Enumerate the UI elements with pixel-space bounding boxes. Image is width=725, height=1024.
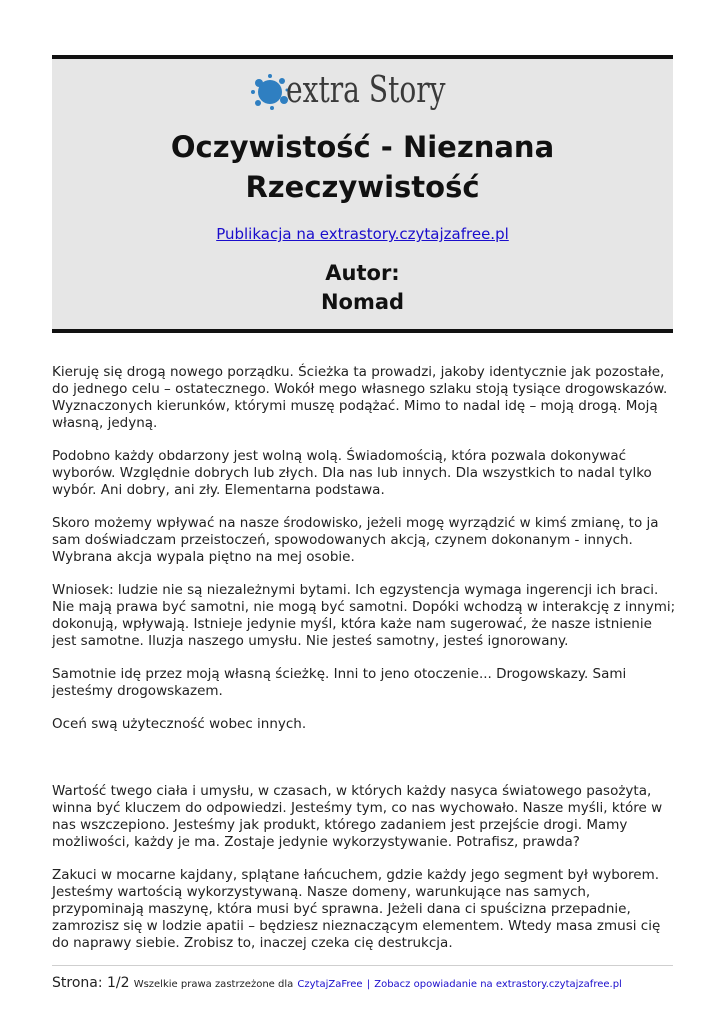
- page-number: Strona: 1/2: [52, 975, 130, 991]
- paragraph: Wartość twego ciała i umysłu, w czasach, w których każdy nasyca światowego pasożyta, winna być kluczem do odpowiedzi. Jesteśmy tym, co nas wychowało. Nasze myśli, które w nas wszczepiono. Jesteśmy jak produkt, którego zadaniem jest przejście drogi. Mamy możliwości, każdy je ma. Zostaje jedynie wykorzystywanie. Potrafisz, prawda?: [52, 783, 663, 850]
- paragraph: Zakuci w mocarne kajdany, splątane łańcuchem, gdzie każdy jego segment był wyborem. Jesteśmy wartością wykorzystywaną. Nasze domeny, warunkujące nas samych, przypominają maszynę, która musi być sprawna. Jeżeli dana ci spuścizna przepadnie, zamrozisz się w lodzie apatii – będziesz nieznaczącym elementem. Wtedy masa zmusi cię do naprawy siebie. Zrobisz to, inaczej czeka cię destrukcja.: [52, 867, 661, 951]
- ink-splash-icon: [250, 72, 290, 112]
- paragraph: Wniosek: ludzie nie są niezależnymi bytami. Ich egzystencja wymaga ingerencji ich braci. Nie mają prawa być samotni, nie mogą być samotni. Dopóki wchodzą w interakcję z innymi; dokonują, wpływają. Istnieje jedynie myśl, która każe nam sugerować, że nasze istnienie jest samotne. Iluzja naszego umysłu. Nie jesteś samotny, jesteś ignorowany.: [52, 582, 676, 649]
- title-line-2: Rzeczywistość: [245, 170, 480, 204]
- brand-link[interactable]: CzytajZaFree: [297, 979, 363, 990]
- story-body: [52, 364, 677, 968]
- paragraph: Podobno każdy obdarzony jest wolną wolą. Świadomością, która pozwala dokonywać wyborów. Względnie dobrych lub złych. Dla nas lub innych. Dla wszystkich to nadal tylko wybór. Ani dobry, ani zły. Elementarna podstawa.: [52, 448, 652, 498]
- document-header: [52, 55, 673, 333]
- author-name: Nomad: [320, 290, 405, 314]
- page-footer: [52, 975, 692, 991]
- logo: [52, 65, 673, 115]
- footer-divider: [52, 965, 673, 966]
- rights-text: Wszelkie prawa zastrzeżone dla: [133, 979, 294, 990]
- story-link[interactable]: Zobacz opowiadanie na extrastory.czytajzafree.pl: [374, 979, 622, 990]
- page-title: [52, 127, 673, 207]
- paragraph: Kieruję się drogą nowego porządku. Ścieżka ta prowadzi, jakoby identycznie jak pozostałe, do jednego celu – ostatecznego. Wokół mego własnego szlaku stoją tysiące drogowskazów. Wyznaczonych kierunków, którymi muszę podążać. Mimo to nadal idę – moją drogą. Moją własną, jedyną.: [52, 364, 668, 431]
- paragraph: Samotnie idę przez moją własną ścieżkę. Inni to jeno otoczenie... Drogowskazy. Sami jesteśmy drogowskazem.: [52, 666, 627, 699]
- logo-text: extra Story: [285, 69, 446, 111]
- publication-link[interactable]: Publikacja na extrastory.czytajzafree.pl: [216, 225, 509, 243]
- author-label: Autor:: [325, 261, 400, 285]
- paragraph: Skoro możemy wpływać na nasze środowisko, jeżeli mogę wyrządzić w kimś zmianę, to ja sam doświadczam przeistoczeń, spowodowanych akcją, czynem dokonanym - innych. Wybrana akcja wypala piętno na mej osobie.: [52, 515, 659, 565]
- footer-separator: |: [366, 979, 371, 990]
- paragraph: Oceń swą użyteczność wobec innych.: [52, 716, 307, 732]
- title-line-1: Oczywistość - Nieznana: [170, 130, 555, 164]
